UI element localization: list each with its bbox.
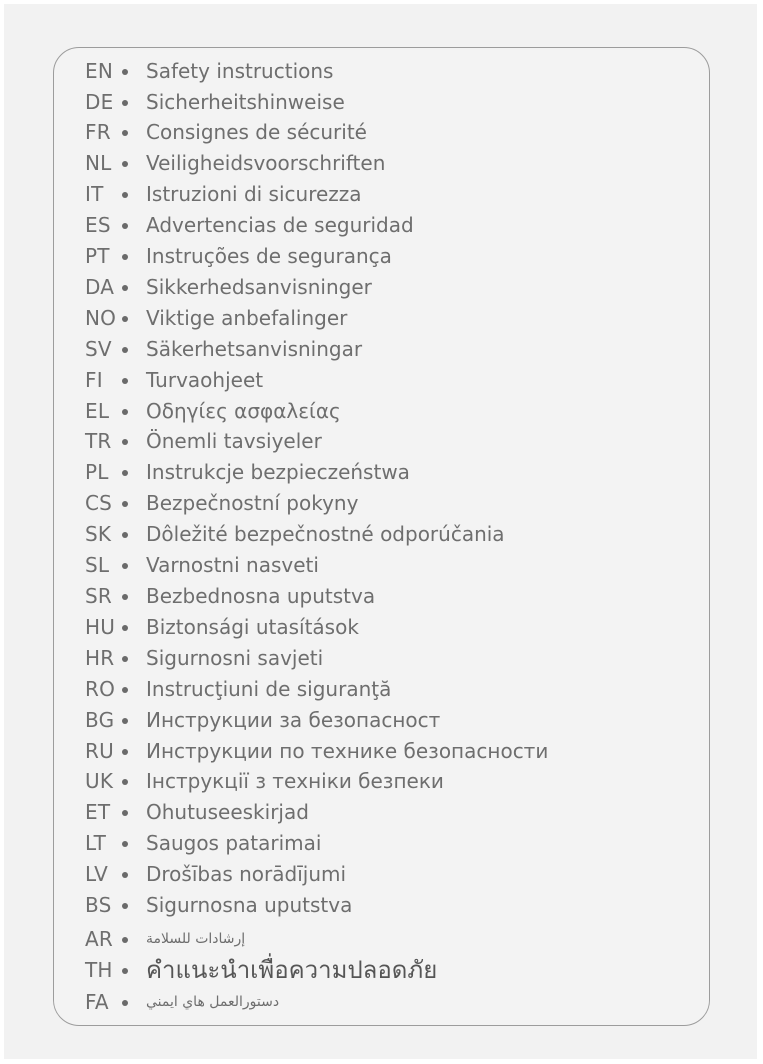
language-code: ES [85, 213, 111, 237]
language-code: LT [85, 831, 107, 855]
language-label: Bezpečnostní pokyny [146, 491, 359, 515]
language-label: Advertencias de seguridad [146, 213, 414, 237]
list-item [0, 148, 700, 179]
language-label: Sigurnosni savjeti [146, 646, 324, 670]
language-label: Biztonsági utasítások [146, 615, 359, 639]
bullet-icon [122, 656, 128, 662]
list-item [0, 365, 700, 396]
bullet-icon [122, 937, 128, 943]
language-label: Safety instructions [146, 59, 334, 83]
language-code: FR [85, 120, 111, 144]
list-item [0, 457, 700, 488]
bullet-icon [122, 470, 128, 476]
bullet-icon [122, 872, 128, 878]
list-item [0, 643, 700, 674]
list-item [0, 87, 700, 118]
bullet-icon [122, 563, 128, 569]
bullet-icon [122, 254, 128, 260]
language-label: إرشادات للسلامة [146, 931, 246, 947]
bullet-icon [122, 903, 128, 909]
bullet-icon [122, 409, 128, 415]
language-label: Sikkerhedsanvisninger [146, 275, 372, 299]
bullet-icon [122, 192, 128, 198]
language-code: HR [85, 646, 115, 670]
language-code: PT [85, 244, 110, 268]
list-item [0, 396, 700, 427]
language-label: Drošības norādījumi [146, 862, 347, 886]
language-label: Dôležité bezpečnostné odporúčania [146, 522, 505, 546]
language-label: Turvaohjeet [146, 368, 264, 392]
list-item [0, 179, 700, 210]
list-item [0, 303, 700, 334]
bullet-icon [122, 69, 128, 75]
bullet-icon [122, 501, 128, 507]
list-item [0, 210, 700, 241]
bullet-icon [122, 347, 128, 353]
bullet-icon [122, 100, 128, 106]
language-label: Sigurnosna uputstva [146, 893, 353, 917]
language-label: Önemli tavsiyeler [146, 429, 322, 453]
list-item [0, 674, 700, 705]
bullet-icon [122, 625, 128, 631]
language-label: دستورالعمل هاي ايمني [146, 994, 280, 1010]
list-item [0, 766, 700, 797]
bullet-icon [122, 439, 128, 445]
bullet-icon [122, 718, 128, 724]
list-item [0, 272, 700, 303]
language-code: SR [85, 584, 112, 608]
bullet-icon [122, 841, 128, 847]
language-code: TH [85, 958, 113, 982]
list-item [0, 117, 700, 148]
language-code: NO [85, 306, 117, 330]
language-code: DE [85, 90, 114, 114]
list-item [0, 488, 700, 519]
language-label: Varnostni nasveti [146, 553, 319, 577]
language-code: EL [85, 399, 110, 423]
list-item [0, 955, 700, 986]
language-code: AR [85, 927, 113, 951]
bullet-icon [122, 968, 128, 974]
list-item [0, 581, 700, 612]
language-label: Viktige anbefalinger [146, 306, 348, 330]
language-code: UK [85, 769, 114, 793]
language-label: Instrukcje bezpieczeństwa [146, 460, 410, 484]
language-label: Istruzioni di sicurezza [146, 182, 362, 206]
language-label: Инструкции по технике безопасности [146, 739, 549, 763]
bullet-icon [122, 532, 128, 538]
bullet-icon [122, 130, 128, 136]
language-label: Ohutuseeskirjad [146, 800, 309, 824]
language-label: Sicherheitshinweise [146, 90, 345, 114]
language-label: Інструкції з техніки безпеки [146, 769, 444, 793]
language-code: EN [85, 59, 113, 83]
bullet-icon [122, 378, 128, 384]
language-code: RU [85, 739, 114, 763]
language-code: IT [85, 182, 104, 206]
list-item [0, 859, 700, 890]
list-item [0, 987, 700, 1018]
language-label: Consignes de sécurité [146, 120, 367, 144]
language-code: NL [85, 151, 112, 175]
bullet-icon [122, 687, 128, 693]
bullet-icon [122, 161, 128, 167]
language-label: Säkerhetsanvisningar [146, 337, 363, 361]
bullet-icon [122, 1000, 128, 1006]
list-item [0, 612, 700, 643]
language-code: RO [85, 677, 116, 701]
language-label: Saugos patarimai [146, 831, 322, 855]
list-item [0, 334, 700, 365]
list-item [0, 890, 700, 921]
list-item [0, 924, 700, 955]
list-item [0, 736, 700, 767]
language-code: CS [85, 491, 113, 515]
language-code: LV [85, 862, 109, 886]
language-code: TR [85, 429, 112, 453]
bullet-icon [122, 285, 128, 291]
bullet-icon [122, 316, 128, 322]
list-item [0, 426, 700, 457]
language-code: BG [85, 708, 115, 732]
list-item [0, 241, 700, 272]
language-code: SL [85, 553, 110, 577]
bullet-icon [122, 223, 128, 229]
list-item [0, 705, 700, 736]
bullet-icon [122, 779, 128, 785]
language-code: ET [85, 800, 111, 824]
language-code: FI [85, 368, 103, 392]
language-label: คำแนะนำเพื่อความปลอดภัย [146, 956, 438, 984]
list-item [0, 550, 700, 581]
bullet-icon [122, 810, 128, 816]
list-item [0, 828, 700, 859]
language-code: HU [85, 615, 116, 639]
language-code: DA [85, 275, 115, 299]
language-code: PL [85, 460, 109, 484]
language-label: Οδηγίες ασφαλείας [146, 399, 341, 423]
language-label: Instruções de segurança [146, 244, 392, 268]
language-code: FA [85, 990, 109, 1014]
bullet-icon [122, 749, 128, 755]
language-label: Veiligheidsvoorschriften [146, 151, 386, 175]
bullet-icon [122, 594, 128, 600]
language-code: BS [85, 893, 112, 917]
language-label: Instrucţiuni de siguranţă [146, 677, 392, 701]
list-item [0, 56, 700, 87]
language-code: SV [85, 337, 112, 361]
list-item [0, 797, 700, 828]
language-label: Инструкции за безопасност [146, 708, 441, 732]
list-item [0, 519, 700, 550]
language-code: SK [85, 522, 112, 546]
language-label: Bezbednosna uputstva [146, 584, 376, 608]
